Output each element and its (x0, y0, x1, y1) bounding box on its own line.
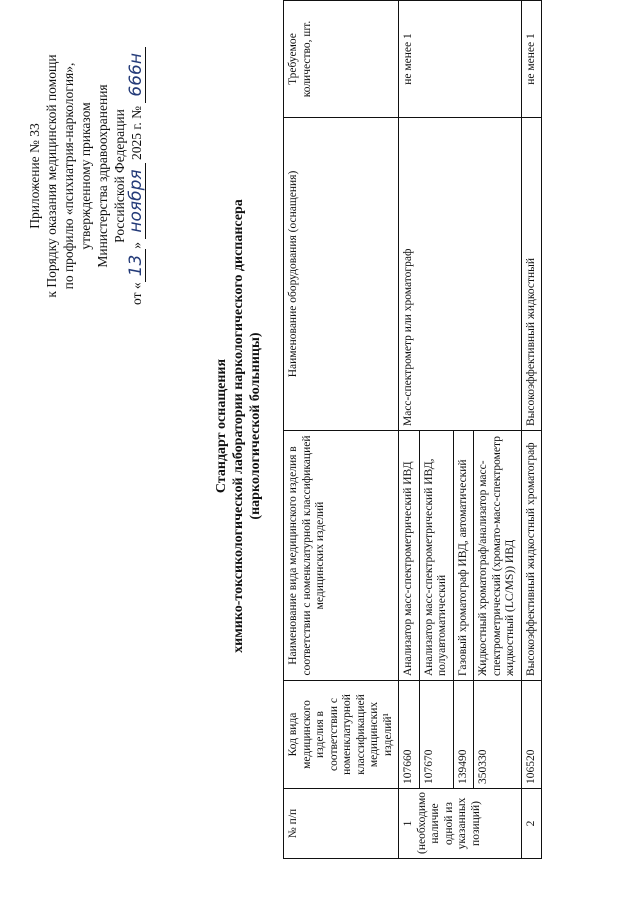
item-code: 106520 (521, 681, 542, 789)
col-header-quantity: Требуемое количество, шт. (284, 1, 399, 118)
order-date-line: от «13» ноября 2025 г. № 666н (128, 11, 146, 341)
row-number-cell (399, 789, 522, 859)
handwritten-day: 13 (128, 249, 146, 283)
item-name: Жидкостный хроматограф/анализатор масс-спектрометрический (хромато-масс-спектрометр жидкостный (LC/MS)) ИВД (474, 431, 522, 681)
appendix-header (26, 11, 146, 341)
row-number: 1 (402, 820, 414, 827)
col-header-equipment: Наименование оборудования (оснащения) (284, 118, 399, 431)
handwritten-month: ноября (128, 163, 146, 238)
header-line: Российской Федерации (112, 109, 127, 243)
header-line: утвержденному приказом (78, 102, 93, 250)
header-line: Министерства здравоохранения (95, 84, 110, 268)
document-title (213, 191, 264, 661)
col-header-num: № п/п (284, 789, 399, 859)
equipment-name: Масс-спектрометр или хроматограф (399, 118, 522, 431)
item-code: 350330 (474, 681, 522, 789)
row-number: 2 (521, 789, 542, 859)
header-line: по профилю «психиатрия-наркология», (61, 62, 76, 290)
item-name: Газовый хроматограф ИВД, автоматический (453, 431, 474, 681)
item-name: Анализатор масс-спектрометрический ИВД (399, 431, 420, 681)
title-line: Стандарт оснащения (214, 358, 229, 494)
table-header-row (284, 1, 399, 859)
item-name: Высокоэффективный жидкостный хроматограф (521, 431, 542, 681)
item-code: 139490 (453, 681, 474, 789)
table-row (521, 1, 542, 859)
equipment-name: Высокоэффективный жидкостный (521, 118, 542, 431)
quantity: не менее 1 (399, 1, 522, 118)
appendix-number: Приложение № 33 (27, 123, 42, 229)
row-note: (необходимо наличие одной из указанных позиций) (415, 791, 482, 854)
item-code: 107670 (419, 681, 453, 789)
item-name: Анализатор масс-спектрометрический ИВД, полуавтоматический (419, 431, 453, 681)
header-line: к Порядку оказания медицинской помощи (44, 54, 59, 298)
title-line: химико-токсикологической лаборатории наркологического диспансера (231, 199, 246, 653)
col-header-code: Код вида медицинского изделия в соответствии с номенклатурной классификацией медицинских изделий¹ (284, 681, 399, 789)
quantity: не менее 1 (521, 1, 542, 118)
col-header-name: Наименование вида медицинского изделия в соответствии с номенклатурной классификацией медицинских изделий (284, 431, 399, 681)
table-row (399, 1, 420, 859)
title-line: (наркологической больницы) (248, 332, 263, 520)
item-code: 107660 (399, 681, 420, 789)
handwritten-number: 666н (128, 47, 146, 103)
equipment-table (283, 0, 542, 859)
